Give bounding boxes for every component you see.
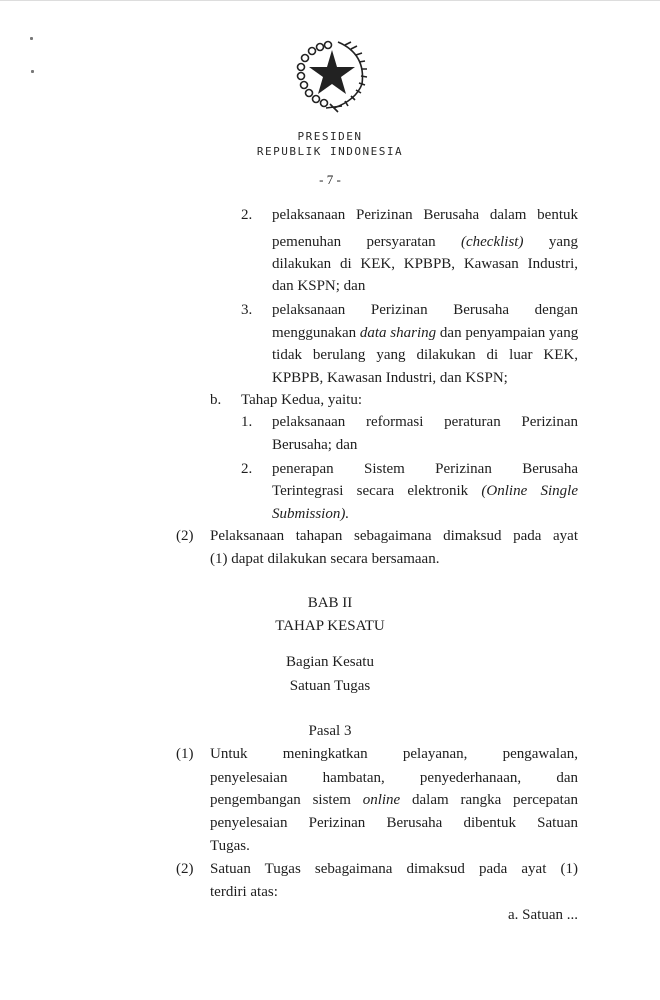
italic-term: (Online Single: [481, 483, 578, 499]
paragraph-line: [210, 526, 578, 546]
text-segment: pelaksanaan Perizinan Berusaha dengan: [272, 302, 578, 318]
text-segment: penyelesaian hambatan, penyederhanaan, dan: [210, 770, 578, 786]
text-segment: dalam rangka percepatan: [400, 792, 578, 808]
paragraph-line: [272, 205, 578, 225]
section-heading: BAB II: [307, 595, 353, 611]
text-segment: Terintegrasi secara elektronik: [272, 483, 482, 499]
paragraph-line: [272, 323, 578, 343]
text-segment: Tahap Kedua, yaitu:: [241, 392, 362, 408]
text-segment: pemenuhan persyaratan: [272, 234, 461, 250]
list-marker: b.: [210, 392, 222, 408]
paragraph-line: [210, 744, 578, 764]
paragraph-line: [272, 368, 578, 388]
text-segment: yang: [523, 234, 578, 250]
paragraph-line: [210, 813, 578, 833]
paragraph-line: [272, 254, 578, 274]
scan-speck: [31, 70, 34, 73]
paragraph-line: [272, 504, 578, 524]
header-title-republik: REPUBLIK INDONESIA: [256, 145, 404, 158]
paragraph-line: [272, 481, 578, 501]
garuda-star-emblem-icon: [290, 36, 374, 114]
italic-term: online: [362, 792, 401, 808]
italic-term: Submission).: [272, 506, 350, 522]
text-segment: Berusaha; dan: [272, 437, 358, 453]
header-title-presiden: PRESIDEN: [297, 130, 363, 143]
italic-term: data sharing: [359, 325, 437, 341]
paragraph-line: [210, 882, 578, 902]
paragraph-line: [272, 412, 578, 432]
list-marker: (2): [176, 861, 194, 877]
text-segment: pelaksanaan reformasi peraturan Perizinan: [272, 414, 578, 430]
paragraph-line: [210, 768, 578, 788]
text-segment: Satuan Tugas sebagaimana dimaksud pada ayat (1): [210, 861, 578, 877]
scan-speck: [30, 37, 33, 40]
text-segment: tidak berulang yang dilakukan di luar KEK,: [272, 347, 578, 363]
text-segment: (1) dapat dilakukan secara bersamaan.: [210, 551, 440, 567]
scan-edge: [0, 0, 660, 1]
section-heading: Bagian Kesatu: [286, 654, 374, 670]
paragraph-line: [272, 459, 578, 479]
section-heading: Satuan Tugas: [289, 678, 371, 694]
paragraph-line: [272, 345, 578, 365]
section-heading: Pasal 3: [308, 723, 352, 739]
paragraph-line: [272, 300, 578, 320]
text-segment: dan penyampaian yang: [436, 325, 579, 341]
continuation-catchword: a. Satuan ...: [508, 907, 578, 923]
paragraph-line: [210, 836, 578, 856]
list-marker: 3.: [241, 302, 253, 318]
text-segment: penyelesaian Perizinan Berusaha dibentuk Satuan: [210, 815, 578, 831]
text-segment: pengembangan sistem: [210, 792, 363, 808]
paragraph-line: [272, 435, 578, 455]
text-segment: Untuk meningkatkan pelayanan, pengawalan,: [210, 746, 578, 762]
paragraph-line: [241, 390, 578, 410]
list-marker: (1): [176, 746, 194, 762]
text-segment: Tugas.: [210, 838, 250, 854]
list-marker: (2): [176, 528, 194, 544]
list-marker: 2.: [241, 461, 253, 477]
text-segment: penerapan Sistem Perizinan Berusaha: [272, 461, 578, 477]
paragraph-line: [210, 859, 578, 879]
italic-term: (checklist): [461, 234, 524, 250]
list-marker: 1.: [241, 414, 253, 430]
list-marker: 2.: [241, 207, 253, 223]
text-segment: dilakukan di KEK, KPBPB, Kawasan Industri,: [272, 256, 578, 272]
text-segment: menggunakan: [272, 325, 360, 341]
page-number: - 7 -: [319, 172, 341, 187]
text-segment: terdiri atas:: [210, 884, 278, 900]
text-segment: dan KSPN; dan: [272, 278, 366, 294]
text-segment: pelaksanaan Perizinan Berusaha dalam bentuk: [272, 207, 578, 223]
paragraph-line: [210, 549, 578, 569]
paragraph-line: [272, 232, 578, 252]
text-segment: Pelaksanaan tahapan sebagaimana dimaksud pada ayat: [210, 528, 578, 544]
paragraph-line: [272, 276, 578, 296]
paragraph-line: [210, 790, 578, 810]
section-heading: TAHAP KESATU: [275, 618, 385, 634]
text-segment: KPBPB, Kawasan Industri, dan KSPN;: [272, 370, 508, 386]
